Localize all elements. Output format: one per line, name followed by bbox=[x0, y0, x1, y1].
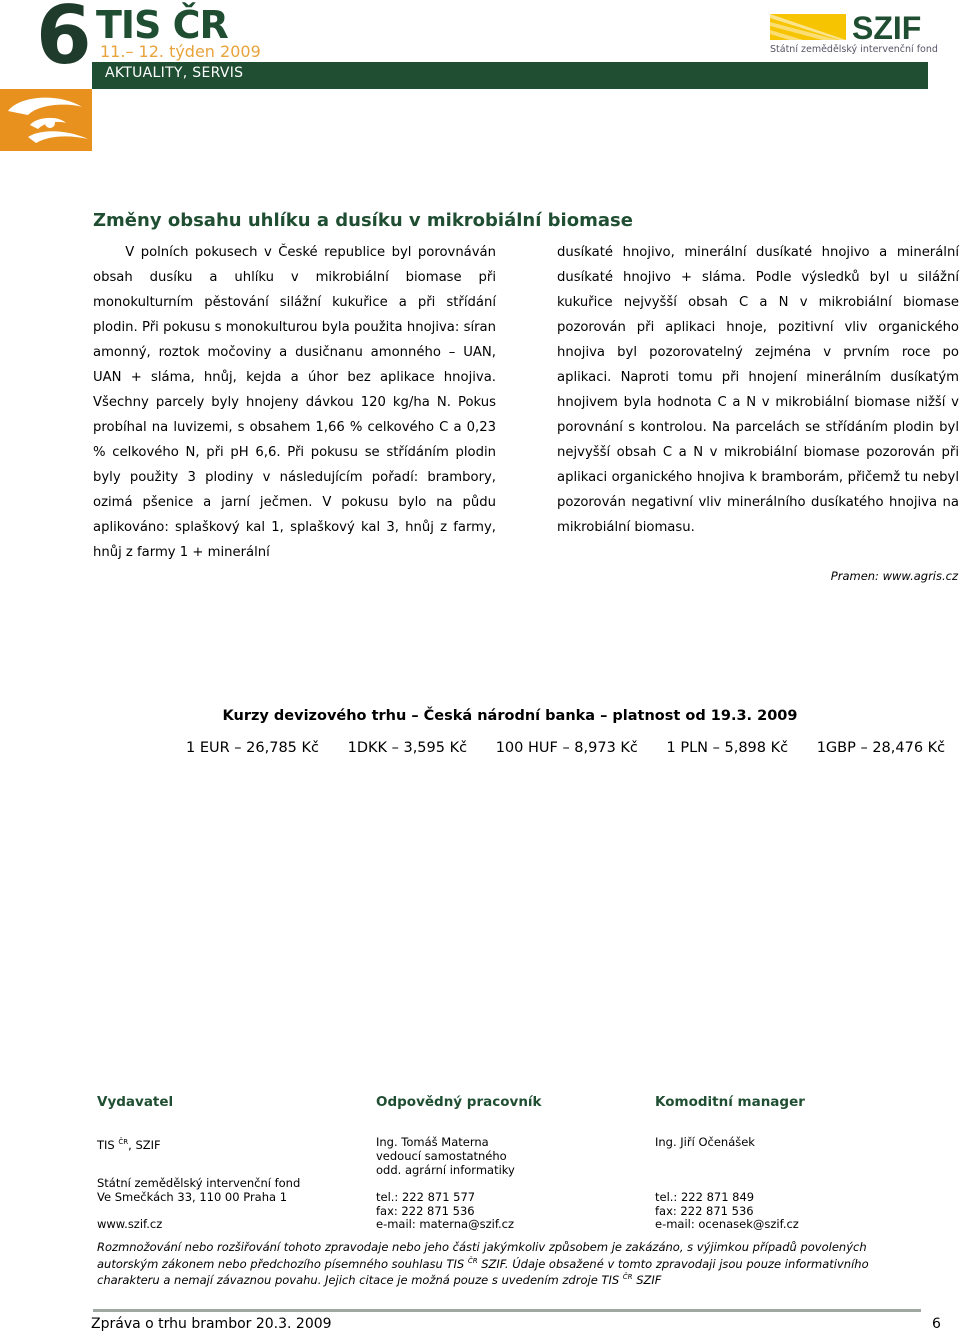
publisher-name: Státní zemědělský intervenční fond bbox=[97, 1176, 301, 1190]
manager-fax: fax: 222 871 536 bbox=[655, 1204, 754, 1218]
section-label: AKTUALITY, SERVIS bbox=[105, 65, 244, 81]
szif-logo-text: SZIF bbox=[852, 10, 922, 44]
header-bar bbox=[92, 62, 928, 89]
responsible-fax: fax: 222 871 536 bbox=[376, 1204, 475, 1218]
rate-eur: 1 EUR – 26,785 Kč bbox=[186, 740, 319, 756]
brand-title: TIS ČR bbox=[96, 3, 228, 47]
article-paragraph-2: dusíkaté hnojivo, minerální dusíkaté hnojivo a minerální dusíkaté hnojivo + sláma. Podle výsledků byl u silážní kukuřice nejvyšší obsah C a N v mikrobiální biomase pozorován při aplikaci hnoje, pozitivní vliv organického hnojiva byl pozorovatelný zejména v prvním roce po aplikaci. Naproti tomu při hnojení minerálním dusíkatým hnojivem byla hodnota C a N v mikrobiální biomase nižší v porovnání s kontrolou. Na parcelách se střídáním plodin byl nejvyšší obsah C a N v mikrobiální biomase pozorován při aplikaci organického hnojiva k bramborám, přičemž tu nebyl pozorován negativní vliv minerálního dusíkatého hnojiva na mikrobiální biomasu. bbox=[557, 245, 959, 535]
article-title: Změny obsahu uhlíku a dusíku v mikrobiální biomase bbox=[93, 210, 633, 231]
manager-heading: Komoditní manager bbox=[655, 1094, 805, 1110]
publisher-website: www.szif.cz bbox=[97, 1217, 163, 1231]
responsible-name: Ing. Tomáš Materna bbox=[376, 1135, 489, 1149]
potato-logo-icon bbox=[0, 89, 92, 151]
copyright-disclaimer: Rozmnožování nebo rozšiřování tohoto zpravodaje nebo jeho části jakýmkoliv způsobem je zakázáno, s výjimkou případů povolených autorským zákonem nebo předchozího písemného souhlasu TIS $^{ČR}$ SZIF. Údaje obsažené v tomto zpravodaji jsou pouze informativního charakteru a nemají závaznou povahu. Jejich citace je možná pouze s uvedením zdroje TIS $^{ČR}$ SZIF bbox=[97, 1240, 869, 1287]
rate-dkk: 1DKK – 3,595 Kč bbox=[347, 740, 468, 756]
source-credit: Pramen: www.agris.cz bbox=[830, 569, 958, 583]
article-right-column bbox=[557, 240, 959, 540]
report-title: Zpráva o trhu brambor 20.3. 2009 bbox=[91, 1316, 332, 1332]
issue-number: 6 bbox=[36, 0, 89, 82]
manager-name: Ing. Jiří Očenášek bbox=[655, 1135, 755, 1149]
exchange-title: Kurzy devizového trhu – Česká národní banka – platnost od 19.3. 2009 bbox=[222, 708, 798, 724]
exchange-rates bbox=[186, 740, 960, 756]
responsible-role-1: vedoucí samostatného bbox=[376, 1149, 507, 1163]
page-number: 6 bbox=[932, 1316, 941, 1332]
rate-gbp: 1GBP – 28,476 Kč bbox=[816, 740, 946, 756]
szif-subtitle: Státní zemědělský intervenční fond bbox=[770, 44, 938, 55]
responsible-tel: tel.: 222 871 577 bbox=[376, 1190, 476, 1204]
week-label: 11.– 12. týden 2009 bbox=[100, 42, 261, 61]
publisher-heading: Vydavatel bbox=[97, 1094, 174, 1110]
footer-divider bbox=[93, 1309, 921, 1312]
responsible-role-2: odd. agrární informatiky bbox=[376, 1163, 515, 1177]
responsible-heading: Odpovědný pracovník bbox=[376, 1094, 542, 1110]
responsible-email: e-mail: materna@szif.cz bbox=[376, 1217, 515, 1231]
rate-pln: 1 PLN – 5,898 Kč bbox=[666, 740, 789, 756]
article-paragraph-1: V polních pokusech v České republice byl porovnáván obsah dusíku a uhlíku v mikrobiální biomase při monokulturním pěstování silážní kukuřice a při střídání plodin. Při pokusu s monokulturou byla použita hnojiva: síran amonný, roztok močoviny a dusičnanu amonného – UAN, UAN + sláma, hnůj, kejda a úhor bez aplikace hnojiva. Všechny parcely byly hnojeny dávkou 120 kg/ha N. Pokus probíhal na luvizemi, s obsahem 1,66 % celkového C a 0,23 % celkového N, při pH 6,6. Při pokusu se střídáním plodin byly použity 3 plodiny v následujícím pořadí: brambory, ozimá pšenice a jarní ječmen. V pokusu bylo na půdu aplikováno: splaškový kal 1, splaškový kal 3, hnůj z farmy, hnůj z farmy 1 + minerální bbox=[93, 245, 501, 560]
manager-email: e-mail: ocenasek@szif.cz bbox=[655, 1217, 799, 1231]
szif-stripes-icon bbox=[770, 14, 846, 42]
manager-tel: tel.: 222 871 849 bbox=[655, 1190, 755, 1204]
rate-huf: 100 HUF – 8,973 Kč bbox=[495, 740, 638, 756]
article-left-column bbox=[93, 240, 501, 565]
publisher-org: TIS $^{ČR}$, SZIF bbox=[97, 1137, 161, 1152]
publisher-address: Ve Smečkách 33, 110 00 Praha 1 bbox=[97, 1190, 288, 1204]
